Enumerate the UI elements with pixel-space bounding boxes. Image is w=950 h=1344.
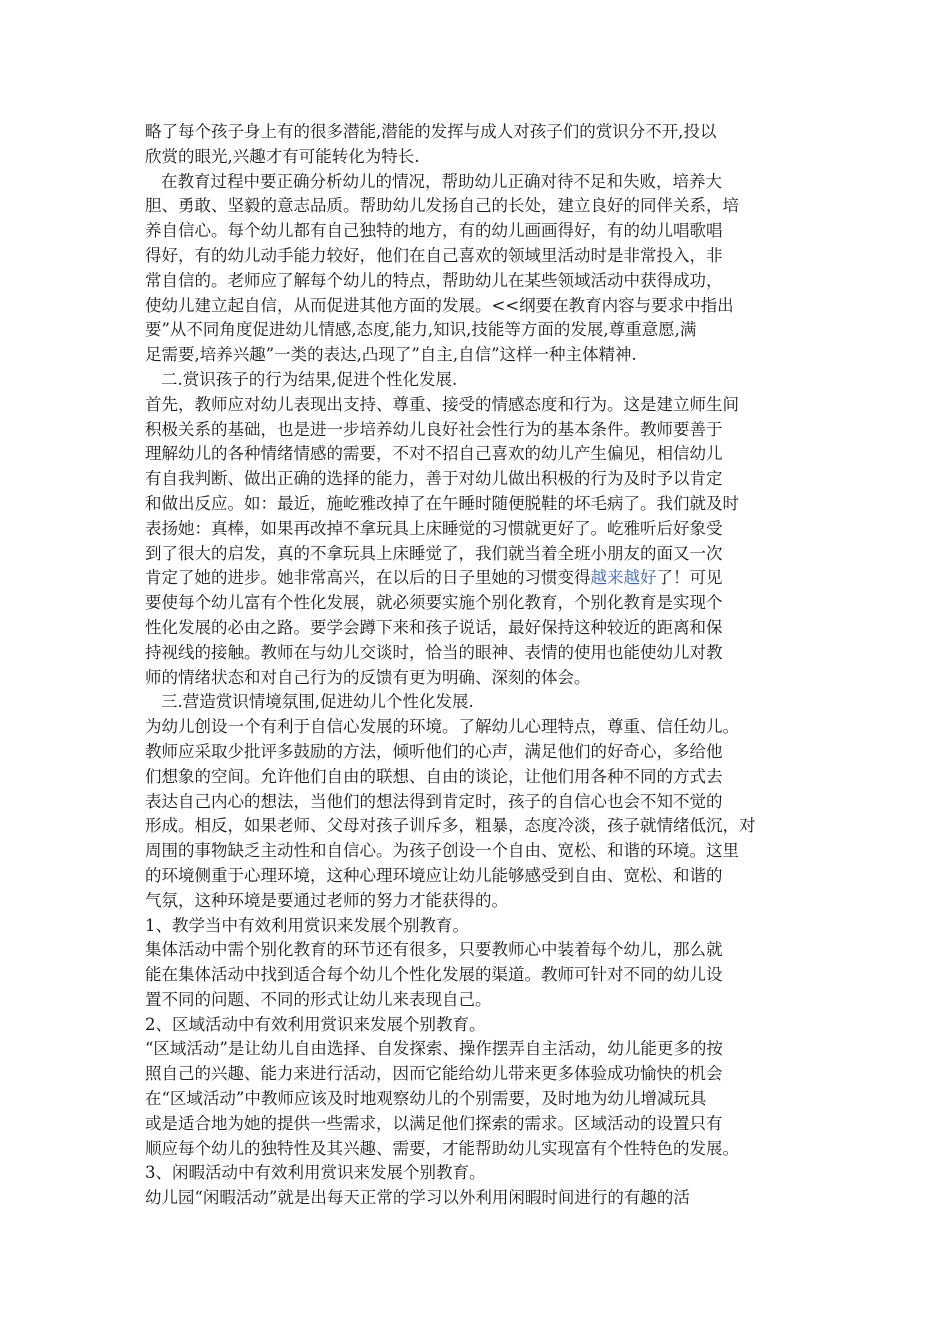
line-text: 能在集体活动中找到适合每个幼儿个性化发展的渠道。教师可针对不同的幼儿设	[145, 965, 723, 985]
text-line	[145, 269, 805, 294]
line-text: 要”从不同角度促进幼儿情感,态度,能力,知识,技能等方面的发展,尊重意愿,满	[145, 320, 697, 340]
line-text: 周围的事物缺乏主动性和自信心。为孩子创设一个自由、宽松、和谐的环境。这里	[145, 841, 739, 861]
line-text: 教师应采取少批评多鼓励的方法，倾听他们的心声，满足他们的好奇心，多给他	[145, 741, 723, 761]
line-text-after-link: 了！可见	[656, 568, 723, 588]
text-line	[145, 765, 805, 790]
line-text: 到了很大的启发，真的不拿玩具上床睡觉了，我们就当着全班小朋友的面又一次	[145, 543, 723, 563]
line-text: 们想象的空间。允许他们自由的联想、自由的谈论，让他们用各种不同的方式去	[145, 766, 723, 786]
line-text: 胆、勇敢、坚毅的意志品质。帮助幼儿发扬自己的长处，建立良好的同伴关系，培	[145, 196, 739, 216]
line-text: 表达自己内心的想法，当他们的想法得到肯定时，孩子的自信心也会不知不觉的	[145, 791, 723, 811]
line-text: 的环境侧重于心理环境，这种心理环境应让幼儿能够感受到自由、宽松、和谐的	[145, 865, 723, 885]
text-line	[145, 542, 805, 567]
text-line	[145, 219, 805, 244]
text-line	[145, 492, 805, 517]
line-text: 表扬她：真棒，如果再改掉不拿玩具上床睡觉的习惯就更好了。屹雅听后好象受	[145, 518, 723, 538]
text-line	[145, 616, 805, 641]
text-line	[145, 864, 805, 889]
line-text: 欣赏的眼光,兴趣才有可能转化为特长.	[145, 146, 420, 166]
text-line	[145, 343, 805, 368]
inline-link[interactable]: 越来越好	[590, 568, 657, 588]
line-text: 师的情绪状态和对自己行为的反馈有更为明确、深刻的体会。	[145, 667, 591, 687]
text-line	[145, 1161, 805, 1186]
text-line	[145, 566, 805, 591]
text-line	[145, 814, 805, 839]
text-line	[145, 1186, 805, 1211]
text-line	[145, 790, 805, 815]
text-line	[145, 889, 805, 914]
text-line	[145, 1013, 805, 1038]
line-text: 性化发展的必由之路。要学会蹲下来和孩子说话，最好保持这种较近的距离和保	[145, 617, 723, 637]
line-text: 置不同的问题、不同的形式让幼儿来表现自己。	[145, 989, 492, 1009]
line-text: 1、教学当中有效利用赏识来发展个别教育。	[145, 915, 469, 935]
line-text: 三.营造赏识情境氛围,促进幼儿个性化发展.	[161, 692, 474, 712]
line-text: 积极关系的基础，也是进一步培养幼儿良好社会性行为的基本条件。教师要善于	[145, 419, 723, 439]
text-line	[145, 368, 805, 393]
line-text: 3、闲暇活动中有效利用赏识来发展个别教育。	[145, 1163, 486, 1183]
line-text: 在“区域活动”中教师应该及时地观察幼儿的个别需要，及时地为幼儿增减玩具	[145, 1089, 707, 1109]
text-line	[145, 318, 805, 343]
line-text: 要使每个幼儿富有个性化发展，就必须要实施个别化教育，个别化教育是实现个	[145, 593, 723, 613]
line-text: 首先，教师应对幼儿表现出支持、尊重、接受的情感态度和行为。这是建立师生间	[145, 394, 739, 414]
line-text: “区域活动”是让幼儿自由选择、自发探索、操作摆弄自主活动，幼儿能更多的按	[145, 1039, 723, 1059]
text-line	[145, 393, 805, 418]
text-line	[145, 170, 805, 195]
text-line	[145, 641, 805, 666]
line-text: 持视线的接触。教师在与幼儿交谈时，恰当的眼神、表情的使用也能使幼儿对教	[145, 642, 723, 662]
text-line	[145, 1087, 805, 1112]
line-text: 形成。相反，如果老师、父母对孩子训斥多，粗暴，态度冷淡，孩子就情绪低沉，对	[145, 816, 756, 836]
text-line	[145, 988, 805, 1013]
line-text: 常自信的。老师应了解每个幼儿的特点，帮助幼儿在某些领域活动中获得成功，	[145, 270, 723, 290]
line-text: 和做出反应。如：最近，施屹雅改掉了在午睡时随便脱鞋的坏毛病了。我们就及时	[145, 493, 739, 513]
text-line	[145, 690, 805, 715]
text-line	[145, 666, 805, 691]
text-line	[145, 194, 805, 219]
text-line	[145, 839, 805, 864]
text-line	[145, 715, 805, 740]
text-line	[145, 740, 805, 765]
text-line	[145, 591, 805, 616]
line-text: 照自己的兴趣、能力来进行活动，因而它能给幼儿带来更多体验成功愉快的机会	[145, 1064, 723, 1084]
line-text: 肯定了她的进步。她非常高兴，在以后的日子里她的习惯变得	[145, 568, 591, 588]
line-text: 略了每个孩子身上有的很多潜能,潜能的发挥与成人对孩子们的赏识分不开,投以	[145, 122, 717, 141]
line-text: 足需要,培养兴趣”一类的表达,凸现了”自主,自信”这样一种主体精神.	[145, 345, 637, 365]
text-line	[145, 963, 805, 988]
text-line	[145, 244, 805, 269]
line-text: 有自我判断、做出正确的选择的能力，善于对幼儿做出积极的行为及时予以肯定	[145, 469, 723, 489]
text-line	[145, 120, 805, 145]
line-text: 养自信心。每个幼儿都有自己独特的地方，有的幼儿画画得好，有的幼儿唱歌唱	[145, 221, 723, 241]
text-line	[145, 1037, 805, 1062]
text-line	[145, 1112, 805, 1137]
line-text: 集体活动中需个别化教育的环节还有很多，只要教师心中装着每个幼儿，那么就	[145, 940, 723, 960]
line-text: 理解幼儿的各种情绪情感的需要，不对不招自己喜欢的幼儿产生偏见，相信幼儿	[145, 444, 723, 464]
text-line	[145, 1062, 805, 1087]
text-line	[145, 914, 805, 939]
text-line	[145, 145, 805, 170]
text-line	[145, 294, 805, 319]
line-text: 顺应每个幼儿的独特性及其兴趣、需要，才能帮助幼儿实现富有个性特色的发展。	[145, 1138, 739, 1158]
text-line	[145, 467, 805, 492]
text-line	[145, 418, 805, 443]
line-text: 二.赏识孩子的行为结果,促进个性化发展.	[161, 369, 458, 389]
document-body	[145, 120, 805, 1211]
text-line	[145, 442, 805, 467]
line-text: 气氛，这种环境是要通过老师的努力才能获得的。	[145, 890, 508, 910]
line-text: 2、区域活动中有效利用赏识来发展个别教育。	[145, 1014, 486, 1034]
line-text: 得好，有的幼儿动手能力较好，他们在自己喜欢的领域里活动时是非常投入，非	[145, 245, 723, 265]
line-text: 或是适合地为她的提供一些需求，以满足他们探索的需求。区域活动的设置只有	[145, 1113, 723, 1133]
line-text: 幼儿园“闲暇活动”就是出每天正常的学习以外利用闲暇时间进行的有趣的活	[145, 1188, 690, 1208]
line-text: 在教育过程中要正确分析幼儿的情况，帮助幼儿正确对待不足和失败，培养大	[161, 171, 722, 191]
text-line	[145, 517, 805, 542]
line-text: 为幼儿创设一个有利于自信心发展的环境。了解幼儿心理特点，尊重、信任幼儿。	[145, 717, 739, 737]
text-line	[145, 938, 805, 963]
text-line	[145, 1137, 805, 1162]
line-text: 使幼儿建立起自信，从而促进其他方面的发展。<<纲要在教育内容与要求中指出	[145, 295, 734, 315]
